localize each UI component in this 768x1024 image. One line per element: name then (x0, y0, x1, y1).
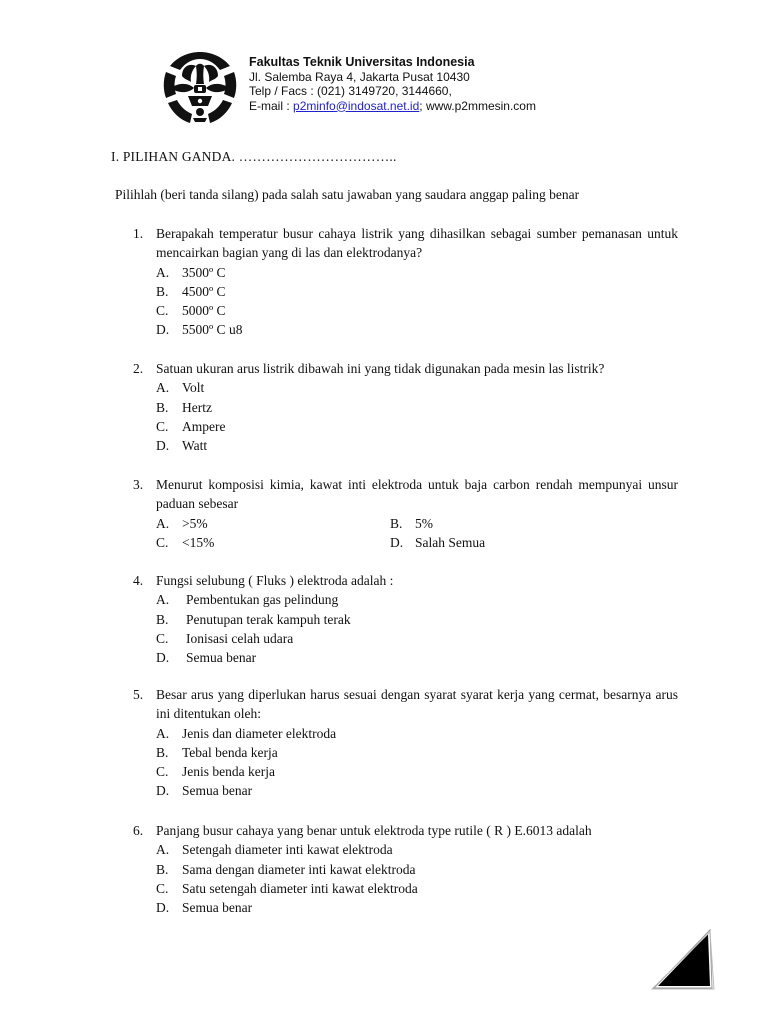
email-link[interactable]: p2minfo@indosat.net.id (293, 98, 420, 113)
question-number: 6. (133, 823, 144, 838)
question-text: Berapakah temperatur busur cahaya listrik yang dihasilkan sebagai sumber pemanasan untuk mencairkan bagian yang di las dan elektrodanya? (156, 226, 678, 261)
question-item (133, 571, 678, 667)
option-text: Semua benar (182, 900, 253, 916)
institution-address: Jl. Salemba Raya 4, Jakarta Pusat 10430 (249, 69, 470, 84)
option-letter: C. (156, 764, 169, 780)
answer-option[interactable] (156, 398, 678, 417)
website-text: ; www.p2mmesin.com (419, 98, 536, 113)
option-letter: B. (156, 399, 169, 415)
university-emblem-icon (160, 48, 240, 128)
answer-option[interactable] (156, 724, 678, 743)
answer-option[interactable] (156, 590, 678, 609)
question-text: Menurut komposisi kimia, kawat inti elektroda untuk baja carbon rendah mempunyai unsur paduan sebesar (156, 477, 678, 512)
option-letter: A. (156, 264, 170, 280)
option-letter: B. (156, 744, 169, 760)
instructions-text: Pilihlah (beri tanda silang) pada salah satu jawaban yang saudara anggap paling benar (115, 187, 580, 202)
option-letter[interactable]: C. (156, 534, 169, 550)
answer-option[interactable] (156, 610, 678, 629)
question-number: 4. (133, 573, 144, 588)
answer-option[interactable] (156, 417, 678, 436)
option-letter: C. (156, 303, 169, 319)
option-text: 5000º C (182, 303, 226, 319)
answer-option[interactable] (156, 263, 678, 282)
option-letter: D. (156, 322, 170, 338)
option-text: Jenis dan diameter elektroda (182, 725, 337, 741)
option-letter: A. (156, 592, 170, 608)
option-text: Setengah diameter inti kawat elektroda (182, 842, 393, 858)
question-item (133, 224, 678, 340)
option-text: Ampere (182, 418, 226, 434)
option-text: Penutupan terak kampuh terak (186, 611, 351, 627)
option-letter: B. (156, 283, 169, 299)
option-text: 4500º C (182, 283, 226, 299)
option-text: Hertz (182, 399, 212, 415)
answer-option[interactable] (156, 648, 678, 667)
question-text: Besar arus yang diperlukan harus sesuai dengan syarat syarat kerja yang cermat, besarnya arus ini ditentukan oleh: (156, 687, 678, 722)
option-letter[interactable]: A. (156, 515, 170, 531)
option-letter: B. (156, 611, 169, 627)
institution-name: Fakultas Teknik Universitas Indonesia (249, 55, 475, 69)
question-item (133, 685, 678, 801)
answer-row (156, 533, 678, 552)
email-prefix: E-mail : (249, 98, 294, 113)
answer-option[interactable] (156, 898, 678, 917)
institution-phone: Telp / Facs : (021) 3149720, 3144660, (249, 84, 452, 98)
option-text: Volt (182, 380, 205, 396)
option-text[interactable]: Salah Semua (415, 534, 486, 550)
option-text: 5500º C u8 (182, 322, 243, 338)
answer-option[interactable] (156, 378, 678, 397)
answer-option[interactable] (156, 762, 678, 781)
answer-option[interactable] (156, 860, 678, 879)
option-text[interactable]: <15% (182, 534, 215, 550)
option-letter: A. (156, 380, 170, 396)
option-letter[interactable]: D. (390, 534, 404, 550)
answer-option[interactable] (156, 781, 678, 800)
question-text: Fungsi selubung ( Fluks ) elektroda adalah : (156, 573, 394, 588)
option-letter: C. (156, 880, 169, 896)
question-item (133, 359, 678, 455)
option-letter: A. (156, 725, 170, 741)
institution-contact (249, 99, 536, 114)
option-text[interactable]: >5% (182, 515, 208, 531)
question-item (133, 821, 678, 917)
option-text: Semua benar (182, 783, 253, 799)
option-text: Sama dengan diameter inti kawat elektroda (182, 861, 416, 877)
answer-row (156, 514, 678, 533)
answer-option[interactable] (156, 840, 678, 859)
option-letter: D. (156, 783, 170, 799)
answer-option[interactable] (156, 879, 678, 898)
option-letter: D. (156, 900, 170, 916)
option-text: Pembentukan gas pelindung (186, 592, 339, 608)
institution-header (249, 55, 536, 113)
option-text: Satu setengah diameter inti kawat elektroda (182, 880, 418, 896)
option-text: Semua benar (186, 650, 257, 666)
option-text: Jenis benda kerja (182, 764, 275, 780)
option-letter: D. (156, 650, 170, 666)
answer-option[interactable] (156, 301, 678, 320)
option-text: Watt (182, 438, 208, 454)
option-letter: C. (156, 630, 169, 646)
option-letter[interactable]: B. (390, 515, 403, 531)
question-number: 2. (133, 361, 144, 376)
answer-option[interactable] (156, 743, 678, 762)
question-text: Satuan ukuran arus listrik dibawah ini yang tidak digunakan pada mesin las listrik? (156, 361, 605, 376)
section-title: I. PILIHAN GANDA. …………………………….. (111, 149, 397, 164)
answer-option[interactable] (156, 629, 678, 648)
answer-option[interactable] (156, 282, 678, 301)
question-number: 3. (133, 477, 144, 492)
option-letter: A. (156, 842, 170, 858)
option-text: Ionisasi celah udara (186, 630, 294, 646)
answer-option[interactable] (156, 320, 678, 339)
page-curl-corner-icon (650, 926, 716, 990)
option-text[interactable]: 5% (415, 515, 433, 531)
question-item (133, 475, 678, 552)
option-text: 3500º C (182, 264, 226, 280)
option-text: Tebal benda kerja (182, 744, 278, 760)
answer-option[interactable] (156, 436, 678, 455)
option-letter: B. (156, 861, 169, 877)
question-text: Panjang busur cahaya yang benar untuk elektroda type rutile ( R ) E.6013 adalah (156, 823, 592, 838)
option-letter: C. (156, 418, 169, 434)
question-number: 5. (133, 687, 144, 702)
option-letter: D. (156, 438, 170, 454)
question-number: 1. (133, 226, 144, 241)
